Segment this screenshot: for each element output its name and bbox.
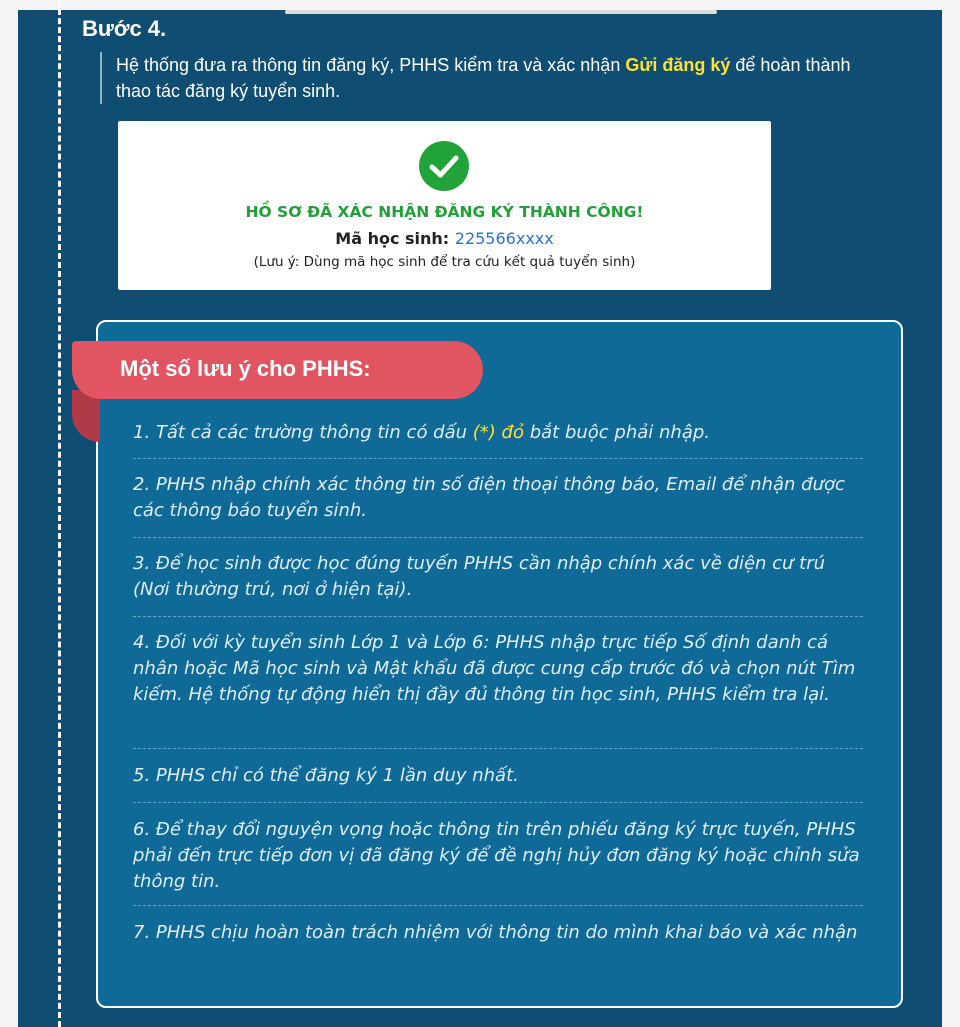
student-code-value: 225566xxxx bbox=[454, 229, 554, 248]
note-item-7: 7. PHHS chịu hoàn toàn trách nhiệm với thông tin do mình khai báo và xác nhận bbox=[133, 922, 858, 943]
divider bbox=[133, 458, 863, 459]
timeline-dashed-line bbox=[58, 0, 61, 1027]
lookup-note: (Lưu ý: Dùng mã học sinh để tra cứu kết quả tuyển sinh) bbox=[253, 254, 636, 270]
note-item-5: 5. PHHS chỉ có thể đăng ký 1 lần duy nhất. bbox=[133, 765, 519, 786]
divider bbox=[133, 802, 863, 803]
note-item-3: 3. Để học sinh được học đúng tuyến PHHS cần nhập chính xác về diện cư trú (Nơi thường trú, nơi ở hiện tại). bbox=[133, 553, 826, 600]
divider bbox=[133, 537, 863, 538]
note-item-4: 4. Đối với kỳ tuyển sinh Lớp 1 và Lớp 6: PHHS nhập trực tiếp Số định danh cá nhân hoặc Mã học sinh và Mật khẩu đã được cung cấp trước đó và chọn nút Tìm kiếm. Hệ thống tự động hiển thị đầy đủ thông tin học sinh, PHHS kiểm tra lại. bbox=[133, 632, 856, 705]
step-text-after: để hoàn thành thao tác đăng ký tuyển sinh. bbox=[116, 55, 851, 101]
success-title: HỒ SƠ ĐÃ XÁC NHẬN ĐĂNG KÝ THÀNH CÔNG! bbox=[245, 203, 644, 221]
step-description bbox=[100, 52, 876, 104]
note-item-6: 6. Để thay đổi nguyện vọng hoặc thông tin trên phiếu đăng ký trực tuyến, PHHS phải đến trực tiếp đơn vị đã đăng ký để đề nghị hủy đơn đăng ký hoặc chỉnh sửa thông tin. bbox=[133, 819, 860, 892]
student-code-label: Mã học sinh: bbox=[335, 229, 455, 248]
notes-heading: Một số lưu ý cho PHHS: bbox=[120, 356, 371, 381]
submit-highlight: Gửi đăng ký bbox=[625, 55, 731, 75]
divider bbox=[133, 748, 863, 749]
divider bbox=[133, 616, 863, 617]
top-scroll-indicator bbox=[285, 10, 717, 14]
check-circle-icon bbox=[419, 141, 469, 191]
step-text-before: Hệ thống đưa ra thông tin đăng ký, PHHS kiểm tra và xác nhận bbox=[116, 55, 626, 75]
required-mark-highlight: (*) đỏ bbox=[472, 422, 524, 443]
student-code-line bbox=[118, 229, 771, 248]
divider bbox=[133, 905, 863, 906]
note-item-1 bbox=[133, 420, 863, 446]
note-1-text: 1. Tất cả các trường thông tin có dấu bbox=[133, 422, 473, 443]
note-1-text-end: bắt buộc phải nhập. bbox=[524, 422, 711, 443]
note-item-2: 2. PHHS nhập chính xác thông tin số điện thoại thông báo, Email để nhận được các thông báo tuyển sinh. bbox=[133, 474, 845, 521]
step-title: Bước 4. bbox=[82, 16, 167, 41]
